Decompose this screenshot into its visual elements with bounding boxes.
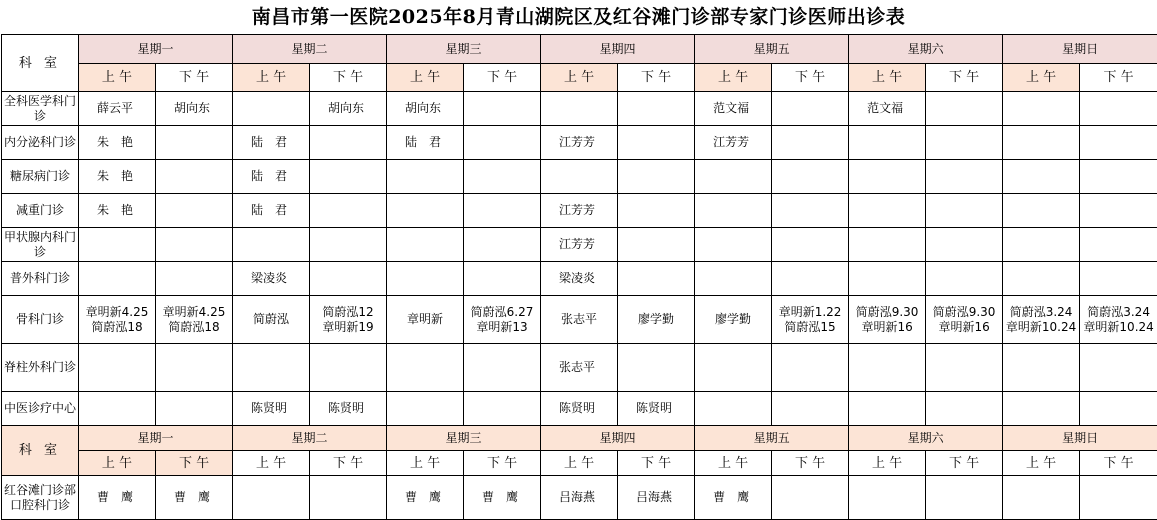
doctor-cell (79, 392, 156, 426)
doctor-cell (387, 126, 464, 160)
doctor-cell (1003, 392, 1080, 426)
doctor-cell (618, 160, 695, 194)
doctor-cell (541, 228, 618, 262)
doctor-name: 曹 鹰 (405, 490, 441, 504)
am-header: 上 午 (387, 64, 464, 92)
am-header: 上 午 (541, 451, 618, 476)
dept-header: 科 室 (2, 35, 79, 92)
day-header: 星期五 (695, 35, 849, 64)
doctor-name: 陆 君 (405, 135, 441, 149)
doctor-cell (541, 344, 618, 392)
doctor-cell (1003, 92, 1080, 126)
doctor-cell (310, 476, 387, 520)
doctor-cell (79, 194, 156, 228)
doctor-cell (387, 392, 464, 426)
day-header: 星期三 (387, 35, 541, 64)
doctor-cell (695, 194, 772, 228)
doctor-cell (387, 476, 464, 520)
doctor-cell (79, 126, 156, 160)
am-header: 上 午 (695, 64, 772, 92)
doctor-cell (618, 344, 695, 392)
doctor-cell (79, 92, 156, 126)
doctor-line: 简蔚泓15 (772, 320, 848, 335)
dept-row (2, 296, 1157, 344)
doctor-name: 朱 艳 (97, 169, 133, 183)
day-header: 星期四 (541, 426, 695, 451)
doctor-line: 简蔚泓18 (79, 320, 155, 335)
doctor-cell (849, 262, 926, 296)
doctor-cell (772, 262, 849, 296)
doctor-cell (233, 126, 310, 160)
schedule-table (1, 34, 1157, 520)
doctor-cell (618, 476, 695, 520)
day-header: 星期三 (387, 426, 541, 451)
doctor-name: 胡向东 (405, 101, 441, 115)
doctor-cell (1080, 92, 1157, 126)
doctor-line: 简蔚泓9.30 (926, 305, 1002, 320)
doctor-cell (79, 262, 156, 296)
am-header: 上 午 (849, 451, 926, 476)
doctor-name: 曹 鹰 (97, 490, 133, 504)
doctor-cell (387, 228, 464, 262)
doctor-cell (695, 476, 772, 520)
day-header: 星期五 (695, 426, 849, 451)
pm-header: 下 午 (464, 451, 541, 476)
doctor-line: 简蔚泓18 (156, 320, 232, 335)
doctor-cell (695, 296, 772, 344)
doctor-cell (541, 92, 618, 126)
doctor-cell (772, 126, 849, 160)
doctor-name: 陆 君 (251, 135, 287, 149)
dept-name: 减重门诊 (2, 194, 79, 228)
doctor-line: 简蔚泓3.24 (1080, 305, 1157, 320)
doctor-cell (156, 262, 233, 296)
day-header-row (2, 35, 1157, 64)
doctor-line: 简蔚泓6.27 (464, 305, 540, 320)
doctor-cell (618, 194, 695, 228)
doctor-cell (156, 344, 233, 392)
dept-row (2, 126, 1157, 160)
doctor-cell (849, 228, 926, 262)
doctor-cell (156, 228, 233, 262)
doctor-cell (233, 92, 310, 126)
pm-header: 下 午 (156, 451, 233, 476)
section2-dept-header: 科 室 (2, 426, 79, 476)
doctor-cell (79, 476, 156, 520)
doctor-name: 张志平 (559, 360, 595, 374)
doctor-name: 范文福 (867, 101, 903, 115)
doctor-cell (695, 92, 772, 126)
doctor-cell (772, 344, 849, 392)
dept-row (2, 194, 1157, 228)
doctor-cell (926, 160, 1003, 194)
doctor-cell (1003, 262, 1080, 296)
doctor-line: 简蔚泓9.30 (849, 305, 925, 320)
doctor-cell (310, 228, 387, 262)
doctor-cell (849, 296, 926, 344)
doctor-cell (464, 126, 541, 160)
pm-header: 下 午 (772, 64, 849, 92)
doctor-line: 章明新1.22 (772, 305, 848, 320)
doctor-name: 朱 艳 (97, 135, 133, 149)
doctor-cell (233, 228, 310, 262)
doctor-name: 江芳芳 (559, 237, 595, 251)
pm-header: 下 午 (464, 64, 541, 92)
doctor-line: 简蔚泓3.24 (1003, 305, 1079, 320)
doctor-cell (79, 228, 156, 262)
doctor-cell (310, 392, 387, 426)
doctor-cell (926, 392, 1003, 426)
day-header: 星期二 (233, 35, 387, 64)
doctor-cell (618, 126, 695, 160)
doctor-cell (464, 344, 541, 392)
doctor-cell (1003, 160, 1080, 194)
doctor-cell (541, 476, 618, 520)
doctor-cell (156, 194, 233, 228)
doctor-name: 陆 君 (251, 203, 287, 217)
pm-header: 下 午 (1080, 64, 1157, 92)
dept-row (2, 262, 1157, 296)
doctor-line: 廖学勤 (695, 312, 771, 327)
doctor-cell (1080, 126, 1157, 160)
pm-header: 下 午 (156, 64, 233, 92)
doctor-cell (849, 194, 926, 228)
doctor-cell (156, 476, 233, 520)
dept-row (2, 392, 1157, 426)
dept-name: 内分泌科门诊 (2, 126, 79, 160)
doctor-name: 陈贤明 (636, 401, 672, 415)
doctor-cell (1080, 228, 1157, 262)
doctor-cell (926, 296, 1003, 344)
doctor-cell (464, 296, 541, 344)
doctor-line: 章明新16 (926, 320, 1002, 335)
doctor-name: 江芳芳 (559, 135, 595, 149)
doctor-line: 章明新10.24 (1080, 320, 1157, 335)
doctor-name: 江芳芳 (559, 203, 595, 217)
doctor-cell (772, 228, 849, 262)
doctor-cell (79, 160, 156, 194)
pm-header: 下 午 (618, 64, 695, 92)
doctor-cell (772, 92, 849, 126)
doctor-cell (695, 344, 772, 392)
doctor-cell (1080, 262, 1157, 296)
dept-row (2, 160, 1157, 194)
pm-header: 下 午 (772, 451, 849, 476)
doctor-cell (695, 126, 772, 160)
day-header: 星期日 (1003, 426, 1157, 451)
doctor-name: 胡向东 (174, 101, 210, 115)
doctor-cell (233, 392, 310, 426)
doctor-cell (772, 296, 849, 344)
doctor-cell (464, 262, 541, 296)
doctor-cell (464, 160, 541, 194)
doctor-cell (618, 92, 695, 126)
doctor-cell (464, 194, 541, 228)
doctor-cell (310, 344, 387, 392)
doctor-cell (541, 296, 618, 344)
day-header: 星期一 (79, 426, 233, 451)
doctor-name: 薛云平 (97, 101, 133, 115)
doctor-cell (464, 92, 541, 126)
doctor-name: 江芳芳 (713, 135, 749, 149)
doctor-name: 曹 鹰 (482, 490, 518, 504)
am-header: 上 午 (695, 451, 772, 476)
doctor-cell (310, 126, 387, 160)
doctor-cell (695, 228, 772, 262)
doctor-cell (926, 194, 1003, 228)
doctor-name: 朱 艳 (97, 203, 133, 217)
doctor-line: 章明新4.25 (79, 305, 155, 320)
doctor-cell (1003, 344, 1080, 392)
doctor-cell (233, 160, 310, 194)
doctor-cell (618, 392, 695, 426)
doctor-cell (310, 296, 387, 344)
pm-header: 下 午 (618, 451, 695, 476)
doctor-cell (1080, 344, 1157, 392)
doctor-name: 陈贤明 (328, 401, 364, 415)
doctor-cell (926, 228, 1003, 262)
doctor-name: 范文福 (713, 101, 749, 115)
doctor-line: 章明新4.25 (156, 305, 232, 320)
doctor-line: 简蔚泓12 (310, 305, 386, 320)
doctor-cell (1003, 126, 1080, 160)
dept-name: 红谷滩门诊部口腔科门诊 (2, 476, 79, 520)
am-header: 上 午 (233, 64, 310, 92)
am-header: 上 午 (1003, 64, 1080, 92)
pm-header: 下 午 (926, 64, 1003, 92)
doctor-cell (464, 228, 541, 262)
doctor-cell (849, 160, 926, 194)
doctor-cell (79, 296, 156, 344)
doctor-line: 章明新13 (464, 320, 540, 335)
doctor-line: 章明新19 (310, 320, 386, 335)
doctor-name: 陆 君 (251, 169, 287, 183)
pm-header: 下 午 (310, 451, 387, 476)
doctor-line: 廖学勤 (618, 312, 694, 327)
doctor-cell (926, 262, 1003, 296)
doctor-cell (849, 476, 926, 520)
doctor-cell (464, 392, 541, 426)
dept-name: 糖尿病门诊 (2, 160, 79, 194)
doctor-cell (310, 194, 387, 228)
doctor-cell (310, 92, 387, 126)
doctor-cell (926, 344, 1003, 392)
am-header: 上 午 (541, 64, 618, 92)
doctor-cell (618, 228, 695, 262)
doctor-cell (618, 296, 695, 344)
dept-name: 甲状腺内科门诊 (2, 228, 79, 262)
dept-name: 全科医学科门诊 (2, 92, 79, 126)
am-header: 上 午 (387, 451, 464, 476)
day-header: 星期六 (849, 35, 1003, 64)
am-header: 上 午 (79, 451, 156, 476)
am-header: 上 午 (233, 451, 310, 476)
doctor-name: 陈贤明 (251, 401, 287, 415)
doctor-cell (926, 476, 1003, 520)
doctor-cell (233, 476, 310, 520)
doctor-line: 简蔚泓 (233, 312, 309, 327)
doctor-cell (233, 296, 310, 344)
doctor-cell (1080, 476, 1157, 520)
day-header: 星期二 (233, 426, 387, 451)
doctor-cell (695, 262, 772, 296)
doctor-cell (156, 92, 233, 126)
doctor-cell (695, 160, 772, 194)
pm-header: 下 午 (1080, 451, 1157, 476)
day-header: 星期六 (849, 426, 1003, 451)
doctor-cell (233, 194, 310, 228)
doctor-cell (387, 92, 464, 126)
doctor-cell (156, 126, 233, 160)
dept-name: 中医诊疗中心 (2, 392, 79, 426)
doctor-name: 胡向东 (328, 101, 364, 115)
am-header: 上 午 (849, 64, 926, 92)
doctor-cell (849, 92, 926, 126)
doctor-cell (1003, 476, 1080, 520)
doctor-cell (541, 194, 618, 228)
dept-name: 脊柱外科门诊 (2, 344, 79, 392)
doctor-cell (233, 262, 310, 296)
doctor-cell (849, 392, 926, 426)
dept-name: 骨科门诊 (2, 296, 79, 344)
day-header: 星期日 (1003, 35, 1157, 64)
am-header: 上 午 (79, 64, 156, 92)
doctor-cell (310, 262, 387, 296)
am-header: 上 午 (1003, 451, 1080, 476)
doctor-name: 陈贤明 (559, 401, 595, 415)
doctor-cell (310, 160, 387, 194)
doctor-cell (1080, 160, 1157, 194)
doctor-line: 章明新16 (849, 320, 925, 335)
doctor-cell (156, 392, 233, 426)
dept-row (2, 228, 1157, 262)
doctor-cell (1080, 392, 1157, 426)
doctor-cell (926, 92, 1003, 126)
doctor-cell (541, 126, 618, 160)
doctor-cell (387, 160, 464, 194)
doctor-cell (772, 194, 849, 228)
doctor-cell (618, 262, 695, 296)
doctor-cell (387, 296, 464, 344)
doctor-name: 吕海燕 (636, 490, 672, 504)
dept-name: 普外科门诊 (2, 262, 79, 296)
doctor-cell (387, 262, 464, 296)
doctor-cell (772, 476, 849, 520)
doctor-name: 吕海燕 (559, 490, 595, 504)
doctor-cell (541, 392, 618, 426)
doctor-cell (541, 160, 618, 194)
doctor-cell (849, 344, 926, 392)
doctor-cell (1003, 228, 1080, 262)
dept-row (2, 476, 1157, 520)
doctor-cell (387, 344, 464, 392)
doctor-cell (156, 160, 233, 194)
doctor-line: 章明新10.24 (1003, 320, 1079, 335)
dept-row (2, 344, 1157, 392)
doctor-cell (1003, 194, 1080, 228)
doctor-cell (233, 344, 310, 392)
doctor-cell (772, 160, 849, 194)
section2-period-header-row (2, 451, 1157, 476)
doctor-name: 梁凌炎 (559, 271, 595, 285)
doctor-cell (695, 392, 772, 426)
doctor-cell (387, 194, 464, 228)
pm-header: 下 午 (310, 64, 387, 92)
day-header: 星期一 (79, 35, 233, 64)
doctor-cell (1080, 296, 1157, 344)
doctor-name: 曹 鹰 (174, 490, 210, 504)
doctor-line: 章明新 (387, 312, 463, 327)
doctor-name: 梁凌炎 (251, 271, 287, 285)
period-header-row (2, 64, 1157, 92)
dept-row (2, 92, 1157, 126)
section2-day-header-row (2, 426, 1157, 451)
doctor-cell (772, 392, 849, 426)
day-header: 星期四 (541, 35, 695, 64)
pm-header: 下 午 (926, 451, 1003, 476)
doctor-cell (156, 296, 233, 344)
doctor-cell (79, 344, 156, 392)
doctor-cell (464, 476, 541, 520)
doctor-name: 曹 鹰 (713, 490, 749, 504)
page-title: 南昌市第一医院2025年8月青山湖院区及红谷滩门诊部专家门诊医师出诊表 (0, 0, 1157, 34)
doctor-line: 张志平 (541, 312, 617, 327)
doctor-cell (1003, 296, 1080, 344)
doctor-cell (926, 126, 1003, 160)
doctor-cell (849, 126, 926, 160)
doctor-cell (541, 262, 618, 296)
doctor-cell (1080, 194, 1157, 228)
